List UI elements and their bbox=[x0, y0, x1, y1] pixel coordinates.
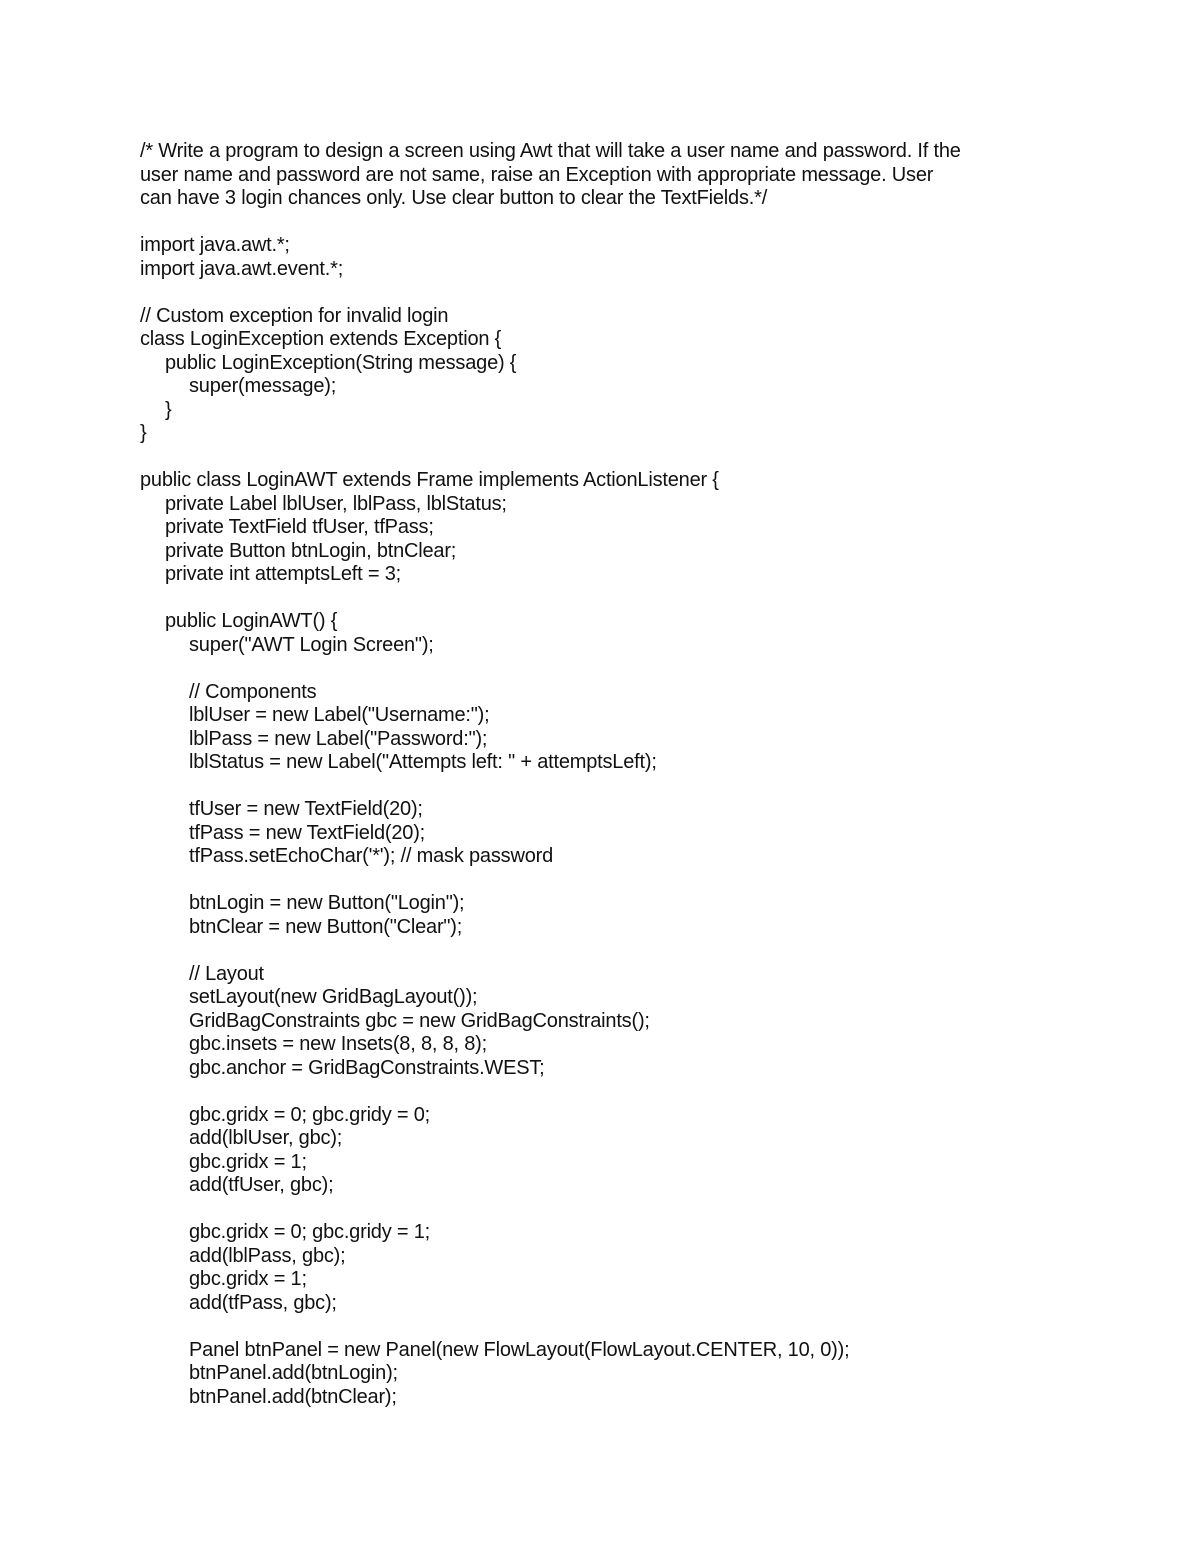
blank-line bbox=[140, 446, 1100, 470]
code-line: tfUser = new TextField(20); bbox=[189, 798, 423, 820]
blank-line bbox=[140, 1080, 1100, 1104]
code-line: lblPass = new Label("Password:"); bbox=[189, 727, 488, 750]
code-line: lblStatus = new Label("Attempts left: " + attemptsLeft); bbox=[189, 751, 657, 773]
code-line: import java.awt.*; bbox=[140, 234, 290, 256]
code-line: gbc.gridx = 1; bbox=[189, 1268, 307, 1290]
blank-line bbox=[140, 775, 1100, 799]
code-line: super(message); bbox=[189, 375, 337, 397]
code-line: /* Write a program to design a screen using Awt that will take a user name and password. If the bbox=[140, 140, 961, 162]
code-line: btnClear = new Button("Clear"); bbox=[189, 915, 463, 938]
code-line: super("AWT Login Screen"); bbox=[189, 633, 434, 656]
code-line: setLayout(new GridBagLayout()); bbox=[189, 986, 478, 1008]
code-line: gbc.anchor = GridBagConstraints.WEST; bbox=[189, 1056, 545, 1079]
code-line: } bbox=[165, 398, 172, 421]
code-line: import java.awt.event.*; bbox=[140, 257, 344, 280]
blank-line bbox=[140, 587, 1100, 611]
code-line: public LoginException(String message) { bbox=[165, 351, 517, 374]
blank-line bbox=[140, 1315, 1100, 1339]
blank-line bbox=[140, 281, 1100, 305]
code-line: gbc.insets = new Insets(8, 8, 8, 8); bbox=[189, 1033, 487, 1055]
code-line: // Custom exception for invalid login bbox=[140, 304, 449, 327]
code-line: btnLogin = new Button("Login"); bbox=[189, 892, 465, 914]
code-line: class LoginException extends Exception { bbox=[140, 328, 502, 350]
code-line: private TextField tfUser, tfPass; bbox=[165, 516, 434, 538]
code-line: gbc.gridx = 1; bbox=[189, 1150, 307, 1173]
code-listing bbox=[140, 140, 1100, 1409]
code-line: // Layout bbox=[189, 962, 264, 985]
code-line: // Components bbox=[189, 680, 317, 703]
code-line: private int attemptsLeft = 3; bbox=[165, 563, 401, 585]
code-line: private Button btnLogin, btnClear; bbox=[165, 539, 457, 562]
code-line: public LoginAWT() { bbox=[165, 610, 338, 632]
code-line: add(lblUser, gbc); bbox=[189, 1127, 343, 1149]
code-line: Panel btnPanel = new Panel(new FlowLayout(FlowLayout.CENTER, 10, 0)); bbox=[189, 1338, 850, 1361]
code-line: } bbox=[140, 422, 147, 444]
code-line: btnPanel.add(btnLogin); bbox=[189, 1362, 398, 1384]
code-line: tfPass.setEchoChar('*'); // mask password bbox=[189, 845, 554, 867]
code-line: btnPanel.add(btnClear); bbox=[189, 1385, 397, 1408]
code-line: public class LoginAWT extends Frame implements ActionListener { bbox=[140, 469, 719, 491]
code-line: gbc.gridx = 0; gbc.gridy = 1; bbox=[189, 1221, 431, 1243]
blank-line bbox=[140, 1198, 1100, 1222]
code-line: user name and password are not same, raise an Exception with appropriate message. User bbox=[140, 163, 934, 186]
code-line: can have 3 login chances only. Use clear button to clear the TextFields.*/ bbox=[140, 187, 768, 209]
code-line: GridBagConstraints gbc = new GridBagConstraints(); bbox=[189, 1009, 650, 1032]
code-line: gbc.gridx = 0; gbc.gridy = 0; bbox=[189, 1103, 431, 1126]
code-line: add(tfUser, gbc); bbox=[189, 1174, 334, 1196]
code-line: lblUser = new Label("Username:"); bbox=[189, 704, 490, 726]
blank-line bbox=[140, 939, 1100, 963]
code-line: tfPass = new TextField(20); bbox=[189, 821, 426, 844]
blank-line bbox=[140, 211, 1100, 235]
code-line: add(lblPass, gbc); bbox=[189, 1244, 346, 1267]
blank-line bbox=[140, 869, 1100, 893]
blank-line bbox=[140, 657, 1100, 681]
code-line: add(tfPass, gbc); bbox=[189, 1291, 337, 1314]
code-line: private Label lblUser, lblPass, lblStatus; bbox=[165, 492, 507, 515]
